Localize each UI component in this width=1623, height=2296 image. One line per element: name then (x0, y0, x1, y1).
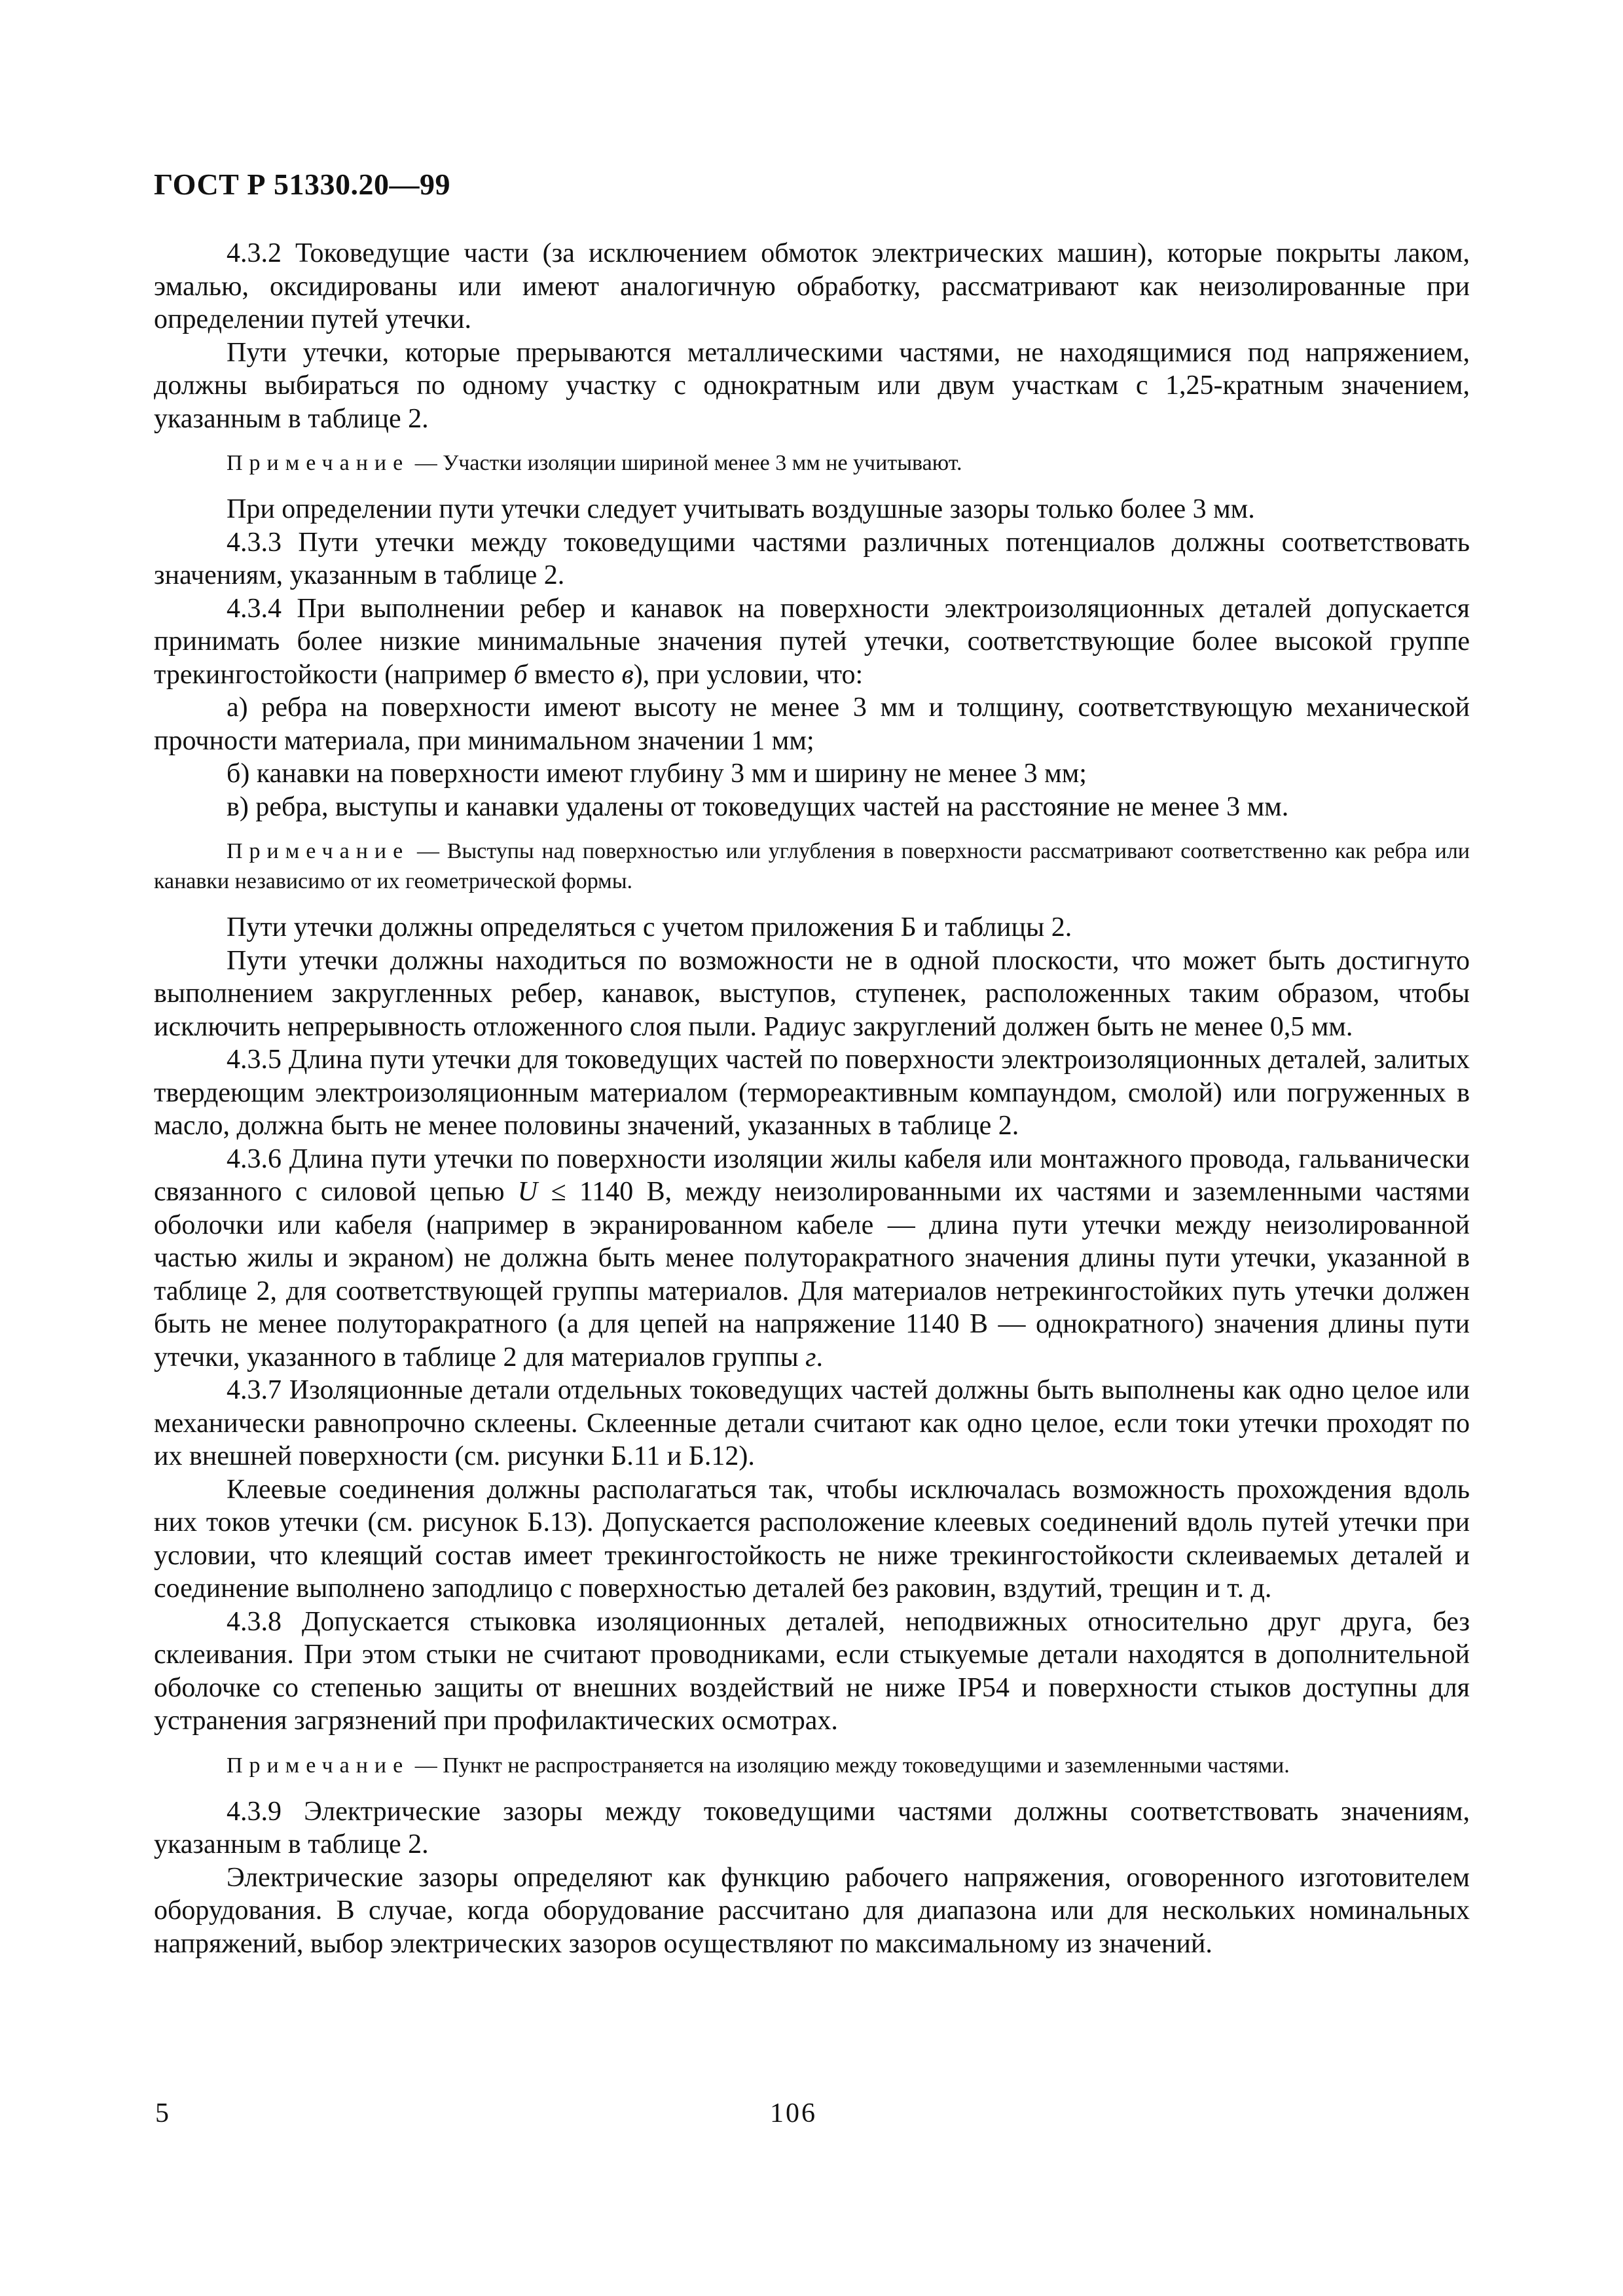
page-number: 106 (770, 2098, 817, 2128)
note-1 (154, 448, 1470, 478)
paragraph-4-3-8: 4.3.8 Допускается стыковка изоляционных деталей, неподвижных относительно друг друга, без склеивания. При этом стыки не считают проводниками, если стыкуемые детали находятся в дополнительной оболочке со степенью защиты от внешних воздействий не ниже IP54 и поверхности стыков доступны для устранения загрязнений при профилактических осмотрах. (154, 1606, 1470, 1736)
document-body (154, 237, 1470, 1960)
paragraph-text: . (816, 1342, 823, 1372)
paragraph-leak-break: Пути утечки, которые прерываются металлическими частями, не находящимися под напряжением, должны выбираться по одному участку с однократным или двум участкам с 1,25-кратным значением, указанным в таблице 2. (154, 337, 1470, 434)
paragraph-text: 4.3.6 Длина пути утечки по поверхности изоляции жилы кабеля или монтажного провода, гальванически связанного с силовой цепью (154, 1143, 1470, 1207)
note-label: Примечание (227, 451, 410, 475)
list-item-a: а) ребра на поверхности имеют высоту не менее 3 мм и толщину, соответствующую механической прочности материала, при минимальном значении 1 мм; (154, 692, 1470, 756)
paragraph-air-gaps: При определении пути утечки следует учитывать воздушные зазоры только более 3 мм. (227, 494, 1255, 524)
list-item-c: в) ребра, выступы и канавки удалены от токоведущих частей на расстояние не менее 3 мм. (227, 791, 1289, 822)
paragraph-text: ), при условии, что: (633, 659, 864, 690)
paragraph-4-3-6 (154, 1143, 1470, 1374)
paragraph-4-3-4 (154, 592, 1470, 692)
paragraph-4-3-2: 4.3.2 Токоведущие части (за исключением обмоток электрических машин), которые покрыты лаком, эмалью, оксидированы или имеют аналогичную обработку, рассматривают как неизолированные при определении путей утечки. (154, 238, 1470, 334)
paragraph-plane: Пути утечки должны находиться по возможности не в одной плоскости, что может быть достигнуто выполнением закругленных ребер, канавок, выступов, ступенек, расположенных таким образом, чтобы исключить непрерывность отложенного слоя пыли. Радиус закруглений должен быть не менее 0,5 мм. (154, 945, 1470, 1042)
paragraph-gaps-function: Электрические зазоры определяют как функцию рабочего напряжения, оговоренного изготовителем оборудования. В случае, когда оборудование рассчитано для диапазона или для нескольких номинальных напряжений, выбор электрических зазоров осуществляют по максимальному из значений. (154, 1862, 1470, 1959)
list-item-b: б) канавки на поверхности имеют глубину 3 мм и ширину не менее 3 мм; (227, 759, 1087, 789)
italic-group-letter: б (513, 659, 528, 690)
note-3 (154, 1751, 1470, 1781)
note-text: — Участки изоляции шириной менее 3 мм не учитывают. (409, 451, 962, 475)
paragraph-text: 4.3.4 При выполнении ребер и канавок на поверхности электроизоляционных деталей допускается принимать более низкие минимальные значения путей утечки, соответствующие более высокой группе трекингостойкости (например (154, 593, 1470, 690)
note-text: — Выступы над поверхностью или углубления в поверхности рассматривают соответственно как ребра или канавки независимо от их геометрической формы. (154, 839, 1470, 893)
paragraph-text: ≤ 1140 В, между неизолированными их частями и заземленными частями оболочки или кабеля (например в экранированном кабеле — длина пути утечки между неизолированной частью жилы и экраном) не должна быть менее полуторакратного значения длины пути утечки, указанной в таблице 2, для соответствующей группы материалов. Для материалов нетрекингостойких путь утечки должен быть не менее полуторакратного (а для цепей на напряжение 1140 В — однократного) значения длины пути утечки, указанного в таблице 2 для материалов группы (154, 1177, 1470, 1372)
note-text: — Пункт не распространяется на изоляцию между токоведущими и заземленными частями. (409, 1753, 1290, 1778)
note-2 (154, 836, 1470, 897)
paragraph-4-3-9: 4.3.9 Электрические зазоры между токоведущими частями должны соответствовать значениям, указанным в таблице 2. (154, 1796, 1470, 1859)
paragraph-annex: Пути утечки должны определяться с учетом приложения Б и таблицы 2. (227, 912, 1072, 942)
italic-voltage-symbol: U (517, 1177, 538, 1207)
note-label: Примечание (227, 1753, 410, 1778)
paragraph-4-3-7: 4.3.7 Изоляционные детали отдельных токоведущих частей должны быть выполнены как одно целое или механически равнопрочно склеены. Склеенные детали считают как одно целое, если токи утечки проходят по их внешней поверхности (см. рисунки Б.11 и Б.12). (154, 1375, 1470, 1471)
paragraph-4-3-5: 4.3.5 Длина пути утечки для токоведущих частей по поверхности электроизоляционных деталей, залитых твердеющим электроизоляционным материалом (термореактивным компаундом, смолой) или погруженных в масло, должна быть не менее половины значений, указанных в таблице 2. (154, 1045, 1470, 1141)
sheet-number: 5 (155, 2098, 169, 2128)
paragraph-glue: Клеевые соединения должны располагаться так, чтобы исключалась возможность прохождения вдоль них токов утечки (см. рисунок Б.13). Допускается расположение клеевых соединений вдоль путей утечки при условии, что клеящий состав имеет трекингостойкость не ниже трекингостойкости склеиваемых деталей и соединение выполнено заподлицо с поверхностью деталей без раковин, вздутий, трещин и т. д. (154, 1474, 1470, 1604)
italic-group-letter: г (805, 1342, 816, 1372)
italic-group-letter: в (621, 659, 634, 690)
note-label: Примечание (227, 839, 410, 863)
paragraph-4-3-3: 4.3.3 Пути утечки между токоведущими частями различных потенциалов должны соответствовать значениям, указанным в таблице 2. (154, 527, 1470, 590)
paragraph-text: вместо (527, 659, 622, 690)
document-standard-number: ГОСТ Р 51330.20—99 (154, 168, 450, 201)
